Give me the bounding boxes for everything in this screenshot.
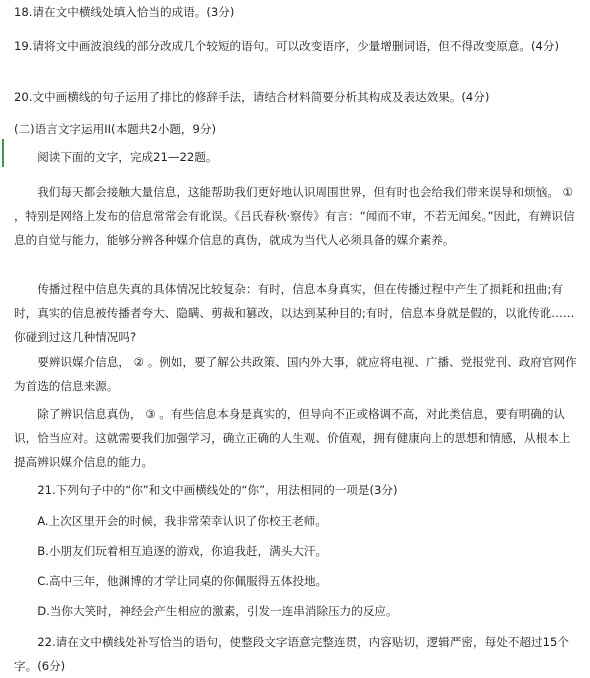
question-20: 20.文中画横线的句子运用了排比的修辞手法，请结合材料简要分析其构成及表达效果。(4分) [14, 90, 490, 104]
option-d: D.当你大笑时，神经会产生相应的激素，引发一连串消除压力的反应。 [37, 604, 398, 618]
question-22: 22.请在文中横线处补写恰当的语句，使整段文字语意完整连贯，内容贴切，逻辑严密，每处不超过15个字。(6分) [14, 635, 569, 673]
left-accent-bar [2, 139, 4, 167]
passage-paragraph-1: 我们每天都会接触大量信息，这能帮助我们更好地认识周围世界，但有时也会给我们带来误导和烦恼。 ① ，特别是网络上发布的信息常常会有讹误。《吕氏春秋·察传》有言：“闻而不审，不若无闻矣。”因此，有辨识信息的自觉与能力，能够分辨各种媒介信息的真伪，就成为当代人必须具备的媒介素养。 [14, 185, 575, 247]
option-b: B.小朋友们玩着相互追逐的游戏，你追我赶，满头大汗。 [37, 544, 328, 558]
question-21: 21.下列句子中的“你”和文中画横线处的“你”，用法相同的一项是(3分) [37, 483, 398, 497]
passage-paragraph-3: 要辨识媒介信息， ② 。例如，要了解公共政策、国内外大事，就应将电视、广播、党报党刊、政府官网作为首选的信息来源。 [14, 355, 577, 393]
passage-paragraph-2: 传播过程中信息失真的具体情况比较复杂：有时，信息本身真实，但在传播过程中产生了损耗和扭曲;有时，真实的信息被传播者夸大、隐瞒、剪裁和篡改，以达到某种目的;有时，信息本身就是假的，以讹传讹……你碰到过这几种情况吗? [14, 282, 575, 344]
question-18: 18.请在文中横线处填入恰当的成语。(3分) [14, 5, 235, 19]
section-heading: (二)语言文字运用II(本题共2小题，9分) [14, 122, 216, 136]
option-a: A.上次区里开会的时候，我非常荣幸认识了你校王老师。 [37, 514, 327, 528]
passage-paragraph-4: 除了辨识信息真伪， ③ 。有些信息本身是真实的，但导向不正或格调不高，对此类信息，要有明确的认识，恰当应对。这就需要我们加强学习，确立正确的人生观、价值观，拥有健康向上的思想和情感，从根本上提高辨识媒介信息的能力。 [14, 407, 571, 469]
question-19: 19.请将文中画波浪线的部分改成几个较短的语句。可以改变语序，少量增删词语，但不得改变原意。(4分) [14, 39, 559, 53]
option-c: C.高中三年，他渊博的才学让同桌的你佩服得五体投地。 [37, 574, 328, 588]
reading-instruction: 阅读下面的文字，完成21—22题。 [37, 150, 218, 164]
